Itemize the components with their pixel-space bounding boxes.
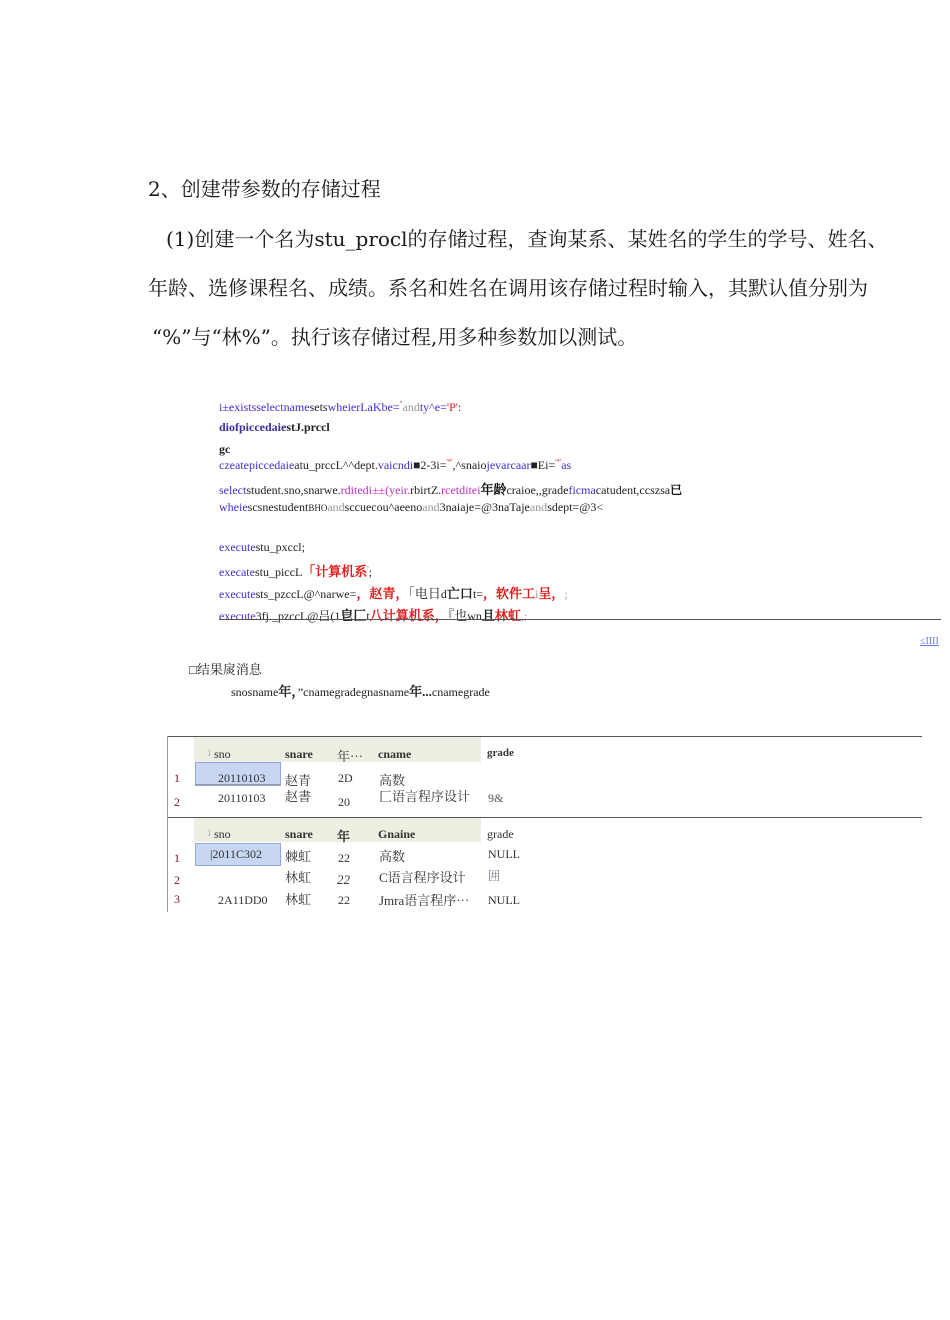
code-token: ' — [367, 565, 369, 573]
grid2-row3-sname[interactable]: 林虹 — [285, 892, 312, 907]
grid2-col-sno[interactable]: sno — [214, 827, 231, 841]
code-token: 3fj._pzccL@吕(1 — [255, 609, 341, 623]
results-messages-tabs[interactable]: □结果扊消息 — [189, 662, 262, 677]
header-token: ”cnamegradegnasname — [297, 685, 410, 699]
code-token: ; — [368, 565, 372, 579]
code-separator-line — [219, 619, 941, 620]
grid2-row1-sno[interactable]: |2011C302 — [210, 847, 262, 861]
code-token: ; — [564, 587, 568, 601]
code-token: jevarcaar — [486, 458, 531, 472]
paragraph-line-3: “%”与“林%”。执行该存储过程,用多种参数加以测试。 — [152, 325, 638, 349]
code-token: execate — [219, 565, 255, 579]
code-token: t= — [472, 587, 484, 601]
code-token: '*' — [446, 458, 453, 466]
grid1-row2-sno[interactable]: 20110103 — [218, 791, 266, 805]
grid2-row3-grade[interactable]: NULL — [488, 893, 520, 907]
code-token: ficma — [568, 483, 596, 497]
code-line-7 — [219, 540, 305, 555]
code-token: sdept=@3< — [547, 500, 604, 514]
code-token: selectname — [256, 400, 310, 414]
code-token: as — [561, 458, 572, 472]
grid2-col-sname[interactable]: snare — [285, 827, 313, 841]
code-line-1 — [219, 400, 461, 415]
paragraph-line-1: (1)创建一个名为stu_procl的存储过程，查询某系、某姓名的学生的学号、姓名、 — [166, 227, 888, 251]
grid2-row2-number: 2 — [174, 873, 180, 887]
code-token: ty^e= — [419, 400, 447, 414]
code-token: '*' — [555, 458, 562, 466]
grid2-row1-cname[interactable]: 高数 — [379, 849, 406, 864]
code-token: ; — [523, 609, 528, 623]
code-line-5 — [219, 479, 682, 498]
code-line-2 — [219, 420, 330, 435]
scroll-indicator-link[interactable]: ≤IIII — [920, 636, 939, 647]
grid1-row1-sno[interactable]: 20110103 — [218, 771, 266, 785]
grid1-row1-cname[interactable]: 高数 — [379, 773, 406, 788]
code-token: t — [366, 609, 370, 623]
header-token: cnamegrade — [431, 685, 490, 699]
code-line-8 — [219, 561, 372, 580]
code-token: 'P' — [446, 400, 458, 414]
code-token: ，软件工 — [483, 586, 536, 601]
grid2-row1-sname[interactable]: 棘虹 — [285, 849, 312, 864]
code-token: BHO — [308, 503, 328, 513]
code-token: execute — [219, 540, 256, 554]
code-token: sets — [309, 400, 328, 414]
code-token: 「电日 — [408, 586, 441, 601]
grid2-row3-number: 3 — [174, 892, 180, 906]
code-token: ^snaio — [455, 458, 487, 472]
grid2-row2-sname[interactable]: 林虹 — [285, 870, 312, 885]
code-token: 呈， — [538, 586, 565, 601]
grid2-row2-grade[interactable]: 囲 — [488, 869, 501, 883]
grid2-header-marker: l — [208, 828, 211, 838]
code-line-9 — [219, 583, 568, 602]
code-token: and — [327, 500, 345, 514]
grid1-row1-age[interactable]: 2D — [338, 771, 353, 785]
grid2-col-grade[interactable]: grade — [487, 827, 514, 841]
code-token: wheie — [219, 500, 248, 514]
grid2-row3-sno[interactable]: 2A11DD0 — [218, 893, 268, 907]
code-token: execute — [219, 609, 256, 623]
grid1-row1-sname[interactable]: 赵青 — [285, 773, 312, 788]
header-token: 年， — [278, 684, 298, 699]
code-token: student.sno,snarwe. — [246, 483, 341, 497]
code-line-10 — [219, 605, 527, 624]
code-token: ，赵青， — [356, 586, 409, 601]
code-token: stJ.prccl — [286, 420, 330, 434]
grid2-row2-age[interactable]: 22 — [337, 872, 350, 887]
grid1-row1-number: 1 — [174, 771, 180, 785]
grid2-row1-number: 1 — [174, 851, 180, 865]
code-token: 3naiaje=@3naTaje — [439, 500, 530, 514]
code-token: d — [440, 587, 447, 601]
code-token: 林虹 — [494, 608, 521, 623]
code-token: vaicndi — [377, 458, 414, 472]
code-token: 年龄 — [480, 482, 507, 497]
code-token: sts_pzccL@^narwe= — [255, 587, 357, 601]
code-token: and — [422, 500, 440, 514]
code-token: rditedi±±(yeir. — [340, 483, 411, 497]
grid1-col-grade[interactable]: grade — [487, 747, 514, 759]
header-token: snosname — [231, 685, 279, 699]
grid2-row1-grade[interactable]: NULL — [488, 847, 520, 861]
code-token: 已 — [670, 483, 683, 497]
code-token: ■Ei= — [530, 458, 556, 472]
code-token: diofpiccedaie — [219, 420, 287, 434]
header-token: 年... — [409, 684, 432, 699]
code-token: and — [402, 400, 420, 414]
grid2-row2-cname[interactable]: C语言程序设计 — [379, 870, 466, 885]
code-token: , — [452, 458, 456, 472]
code-token: czeatepiccedaie — [219, 458, 295, 472]
code-token: , — [520, 609, 524, 623]
grid2-row1-age[interactable]: 22 — [338, 851, 350, 865]
section-heading: 2、创建带参数的存储过程 — [148, 177, 381, 201]
code-token: wn — [467, 609, 482, 623]
code-line-4 — [219, 458, 571, 473]
grid2-row3-age[interactable]: 22 — [338, 893, 350, 907]
grid2-row3-cname[interactable]: Jmra语言程序⋯ — [379, 893, 470, 908]
code-token: rbirtZ. — [410, 483, 442, 497]
code-token: 『也 — [447, 608, 468, 623]
grid2-col-age[interactable]: 年 — [337, 829, 351, 844]
code-token: i±exists — [219, 400, 257, 414]
code-token: " — [399, 400, 403, 408]
code-line-6 — [219, 500, 603, 515]
code-token: 亡口 — [446, 586, 473, 601]
code-line-3: gc — [219, 442, 231, 456]
code-token: i — [535, 587, 539, 601]
grid1-row2-number: 2 — [174, 795, 180, 809]
grid1-col-cname[interactable]: cname — [378, 747, 412, 761]
paragraph-line-2: 年龄、选修课程名、成绩。系名和姓名在调用该存储过程时输入，其默认值分别为 — [148, 276, 868, 300]
code-token: 「计算机系 — [302, 564, 368, 579]
grid1-col-age[interactable]: 年⋯ — [337, 749, 364, 764]
grid1-row2-cname[interactable]: 匚语言程序设计 — [379, 789, 471, 804]
grid2-col-cname[interactable]: Gnaine — [378, 827, 416, 841]
code-token: stu_pxccl; — [255, 540, 305, 554]
code-token: ■2-3i= — [413, 458, 447, 472]
code-token: : — [457, 400, 462, 414]
code-token: craioe,,grade — [506, 483, 569, 497]
code-token: select — [219, 483, 247, 497]
grid1-row2-age[interactable]: 20 — [338, 795, 350, 809]
code-token: stu_piccL — [254, 565, 303, 579]
code-token: atu_prccL^^dept. — [294, 458, 378, 472]
code-token: wheierLaKbe= — [327, 400, 400, 414]
code-token: 且 — [481, 608, 495, 623]
grid1-col-sname[interactable]: snare — [285, 747, 313, 761]
grid1-header-marker: l — [208, 748, 211, 758]
code-token: execute — [219, 587, 256, 601]
results-grid-container — [167, 736, 922, 912]
code-token: sccuecou^aeeno — [344, 500, 423, 514]
code-token: 八计算机系， — [369, 608, 448, 623]
code-token: and — [529, 500, 548, 514]
results-header-line — [231, 681, 490, 700]
code-token: scsnestudent — [247, 500, 309, 514]
grid1-row2-grade[interactable]: 9& — [488, 791, 504, 805]
code-token: catudent,ccszsa — [595, 483, 671, 497]
grid1-col-sno[interactable]: sno — [214, 747, 231, 761]
grid1-row2-sname[interactable]: 赵書 — [285, 789, 312, 804]
code-token: 皀匚 — [340, 608, 367, 623]
code-token: rcetditei — [441, 483, 481, 497]
